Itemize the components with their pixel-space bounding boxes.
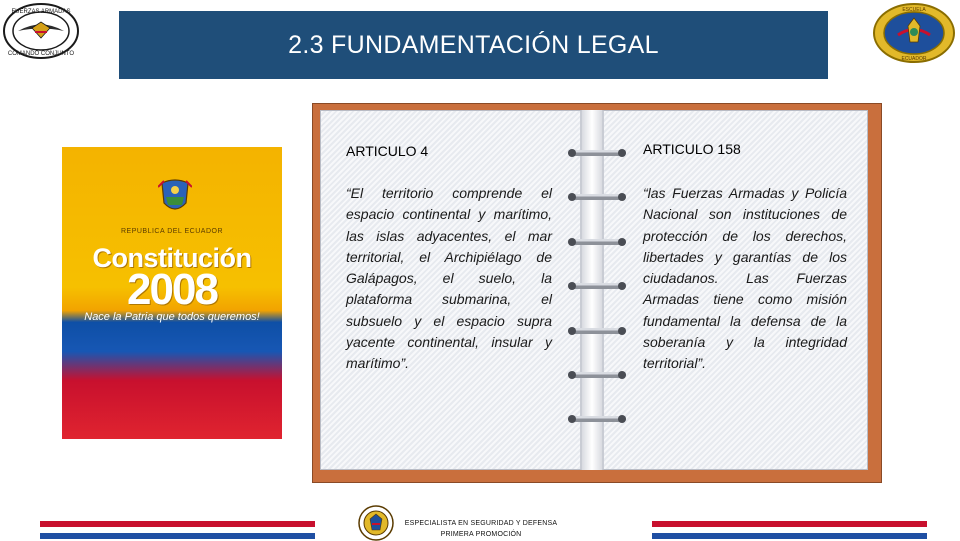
binder-ring-icon — [566, 413, 628, 425]
binder-ring-icon — [566, 280, 628, 292]
article-158-heading: ARTICULO 158 — [643, 141, 741, 157]
footer-caption — [396, 518, 566, 540]
fuerzas-armadas-emblem-icon — [2, 2, 80, 60]
ecuador-coat-of-arms-icon — [158, 177, 192, 217]
svg-text:COMANDO CONJUNTO: COMANDO CONJUNTO — [7, 51, 75, 57]
page-title: 2.3 FUNDAMENTACIÓN LEGAL — [288, 30, 659, 59]
footer-stripe-right — [652, 521, 927, 539]
cover-republic-text: REPUBLICA DEL ECUADOR — [120, 228, 224, 235]
constitution-cover-image — [62, 147, 282, 439]
naval-academy-emblem-icon — [872, 2, 956, 64]
title-bar — [119, 11, 828, 79]
article-4-text: “El territorio comprende el espacio continental y marítimo, las islas adyacentes, el mar territorial, el Archipiélago de Galápagos, el suelo, la plataforma submarina, el subsuelo y el espacio supra yacente continental, insular y marítimo”. — [346, 185, 552, 372]
binder-ring-icon — [566, 191, 628, 203]
footer-stripe-left — [40, 521, 315, 539]
footer-line-1: ESPECIALISTA EN SEGURIDAD Y DEFENSA — [404, 520, 558, 527]
binder-ring-icon — [566, 236, 628, 248]
binder-ring-icon — [566, 369, 628, 381]
svg-text:FUERZAS ARMADAS: FUERZAS ARMADAS — [11, 9, 71, 15]
institution-seal-icon — [358, 505, 394, 541]
cover-constitution-label: Constitución — [92, 243, 252, 273]
article-4-heading: ARTICULO 4 — [346, 143, 429, 159]
svg-text:ECUADOR: ECUADOR — [901, 56, 927, 62]
cover-slogan: Nace la Patria que todos queremos! — [84, 311, 260, 323]
article-158-text: “las Fuerzas Armadas y Policía Nacional son instituciones de protección de los derechos, libertades y garantías de los ciudadanos. Las Fuerzas Armadas tiene como misión fundamental la defensa de la soberanía y la integridad territorial”. — [643, 185, 847, 372]
binder-ring-icon — [566, 147, 628, 159]
binder-ring-icon — [566, 325, 628, 337]
svg-text:ESCUELA: ESCUELA — [902, 7, 926, 13]
cover-year: 2008 — [127, 265, 217, 314]
footer-line-2: PRIMERA PROMOCIÓN — [440, 531, 522, 538]
